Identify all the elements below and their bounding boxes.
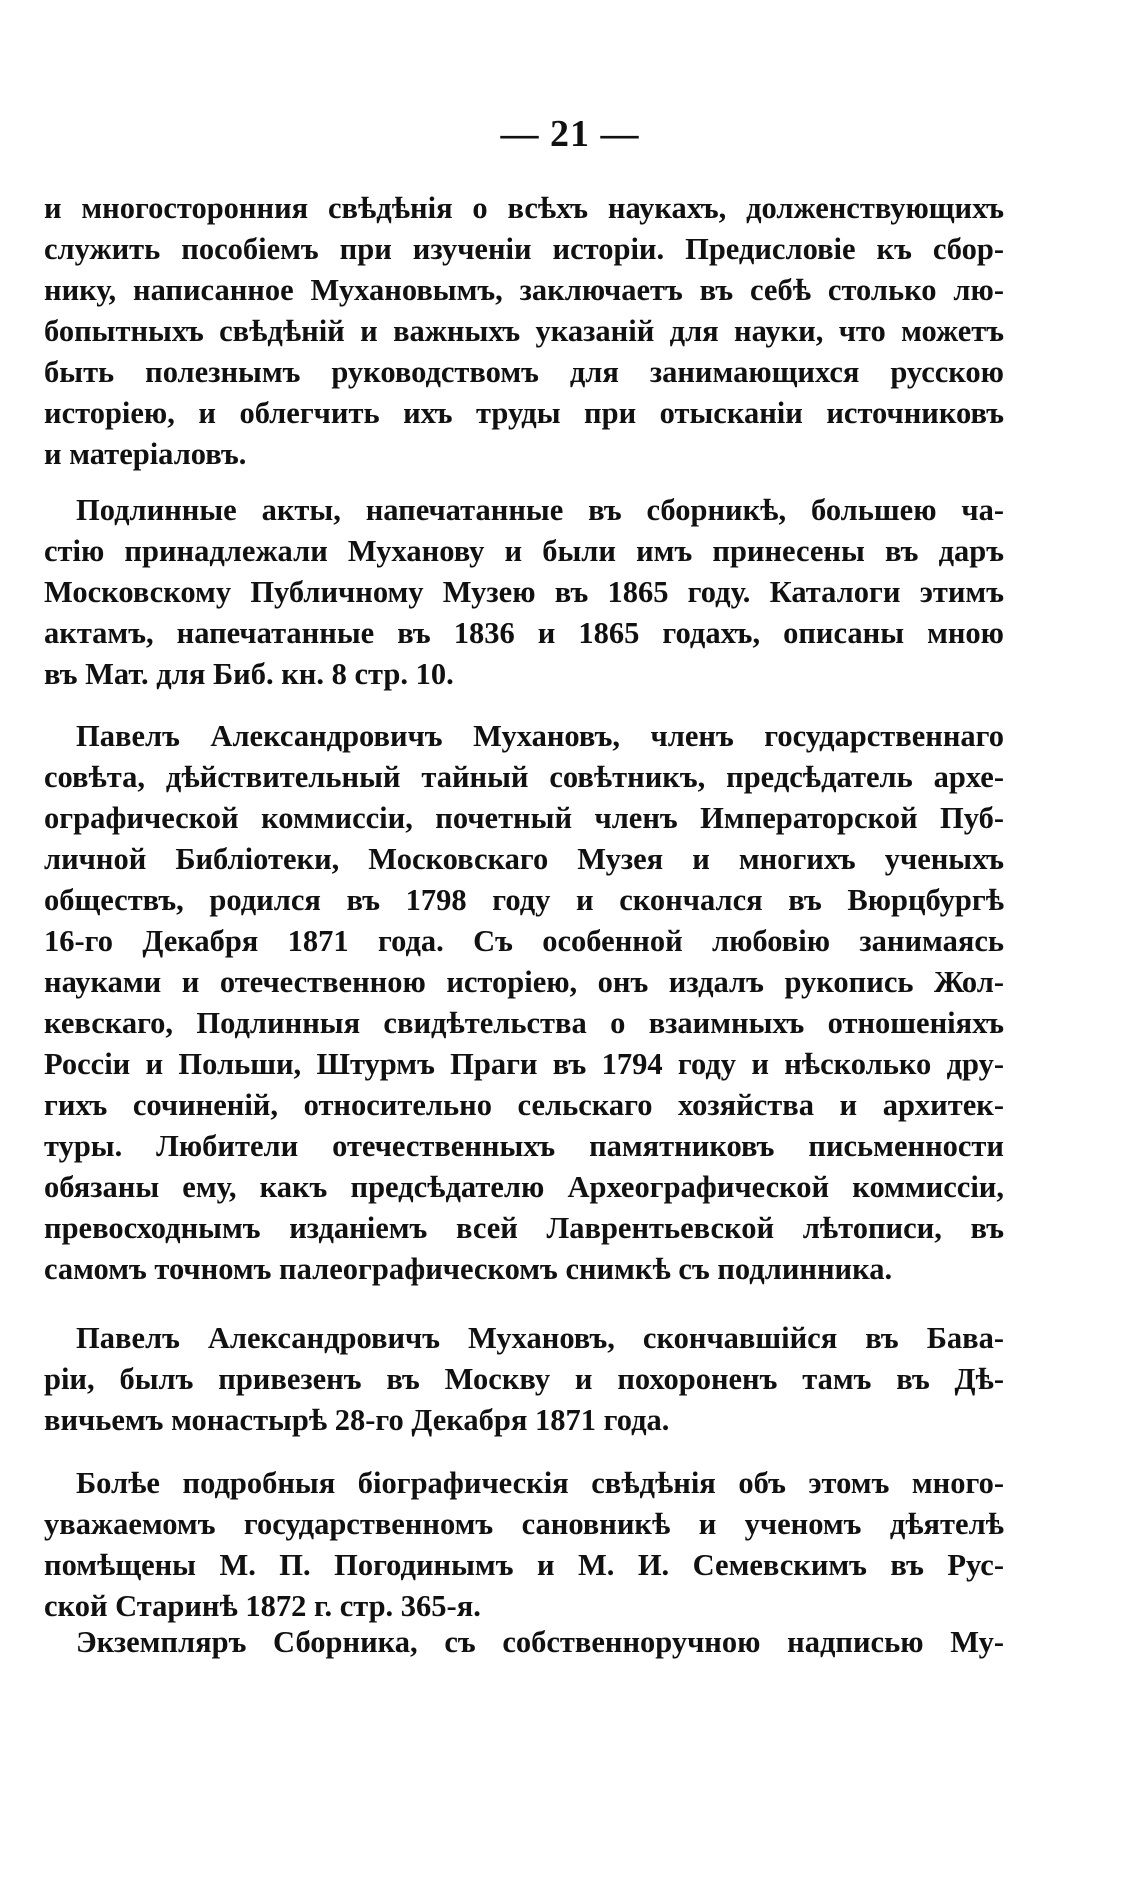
text-line: бопытныхъ свѣдѣній и важныхъ указаній для науки, что можетъ xyxy=(44,314,1004,348)
text-line: Московскому Публичному Музею въ 1865 году. Каталоги этимъ xyxy=(44,575,1004,609)
text-line: ографической коммиссіи, почетный членъ Императорской Пуб- xyxy=(44,801,1004,835)
text-line: въ Мат. для Биб. кн. 8 стр. 10. xyxy=(44,657,454,691)
text-line: личной Библіотеки, Московскаго Музея и многихъ ученыхъ xyxy=(44,842,1004,876)
text-line: Экземпляръ Сборника, съ собственноручною надписью Му- xyxy=(76,1625,1004,1659)
text-line: совѣта, дѣйствительный тайный совѣтникъ, предсѣдатель архе- xyxy=(44,760,1004,794)
text-line: и многосторонния свѣдѣнія о всѣхъ наукахъ, долженствующихъ xyxy=(44,191,1004,225)
paragraph-4 xyxy=(44,1318,1004,1441)
text-line: исторіею, и облегчить ихъ труды при отысканіи источниковъ xyxy=(44,396,1004,430)
text-line: вичьемъ монастырѣ 28-го Декабря 1871 года. xyxy=(44,1403,670,1437)
paragraph-5 xyxy=(44,1463,1004,1627)
text-line: Россіи и Польши, Штурмъ Праги въ 1794 году и нѣсколько дру- xyxy=(44,1047,1004,1081)
text-line: превосходнымъ изданіемъ всей Лаврентьевской лѣтописи, въ xyxy=(44,1211,1004,1245)
text-line: Болѣе подробныя біографическія свѣдѣнія объ этомъ много- xyxy=(76,1466,1004,1500)
paragraph-6 xyxy=(44,1622,1004,1663)
text-line: стію принадлежали Муханову и были имъ принесены въ даръ xyxy=(44,534,1004,568)
page-number: — 21 — xyxy=(500,113,640,155)
paragraph-3 xyxy=(44,716,1004,1290)
paragraph-2 xyxy=(44,490,1004,695)
text-line: помѣщены М. П. Погодинымъ и М. И. Семевскимъ въ Рус- xyxy=(44,1548,1004,1582)
text-line: ской Старинѣ 1872 г. стр. 365-я. xyxy=(44,1589,481,1623)
text-line: туры. Любители отечественныхъ памятниковъ письменности xyxy=(44,1129,1004,1163)
text-line: и матеріаловъ. xyxy=(44,437,247,471)
text-line: Павелъ Александровичъ Мухановъ, скончавшійся въ Бава- xyxy=(76,1321,1004,1355)
text-line: ріи, былъ привезенъ въ Москву и похороненъ тамъ въ Дѣ- xyxy=(44,1362,1004,1396)
paragraph-1 xyxy=(44,188,1004,475)
text-line: обществъ, родился въ 1798 году и скончался въ Вюрцбургѣ xyxy=(44,883,1004,917)
text-line: самомъ точномъ палеографическомъ снимкѣ съ подлинника. xyxy=(44,1252,893,1286)
text-line: служить пособіемъ при изученіи исторіи. Предисловіе къ сбор- xyxy=(44,232,1004,266)
text-line: актамъ, напечатанные въ 1836 и 1865 годахъ, описаны мною xyxy=(44,616,1004,650)
text-line: 16-го Декабря 1871 года. Съ особенной любовію занимаясь xyxy=(44,924,1004,958)
text-line: уважаемомъ государственномъ сановникѣ и ученомъ дѣятелѣ xyxy=(44,1507,1004,1541)
text-line: гихъ сочиненій, относительно сельскаго хозяйства и архитек- xyxy=(44,1088,1004,1122)
text-line: быть полезнымъ руководствомъ для занимающихся русскою xyxy=(44,355,1004,389)
text-line: обязаны ему, какъ предсѣдателю Археографической коммиссіи, xyxy=(44,1170,1004,1204)
text-line: кевскаго, Подлинныя свидѣтельства о взаимныхъ отношеніяхъ xyxy=(44,1006,1004,1040)
text-line: науками и отечественною исторіею, онъ издалъ рукопись Жол- xyxy=(44,965,1004,999)
text-line: Павелъ Александровичъ Мухановъ, членъ государственнаго xyxy=(76,719,1004,753)
text-line: Подлинные акты, напечатанные въ сборникѣ, большею ча- xyxy=(76,493,1004,527)
text-line: нику, написанное Мухановымъ, заключаетъ въ себѣ столько лю- xyxy=(44,273,1004,307)
